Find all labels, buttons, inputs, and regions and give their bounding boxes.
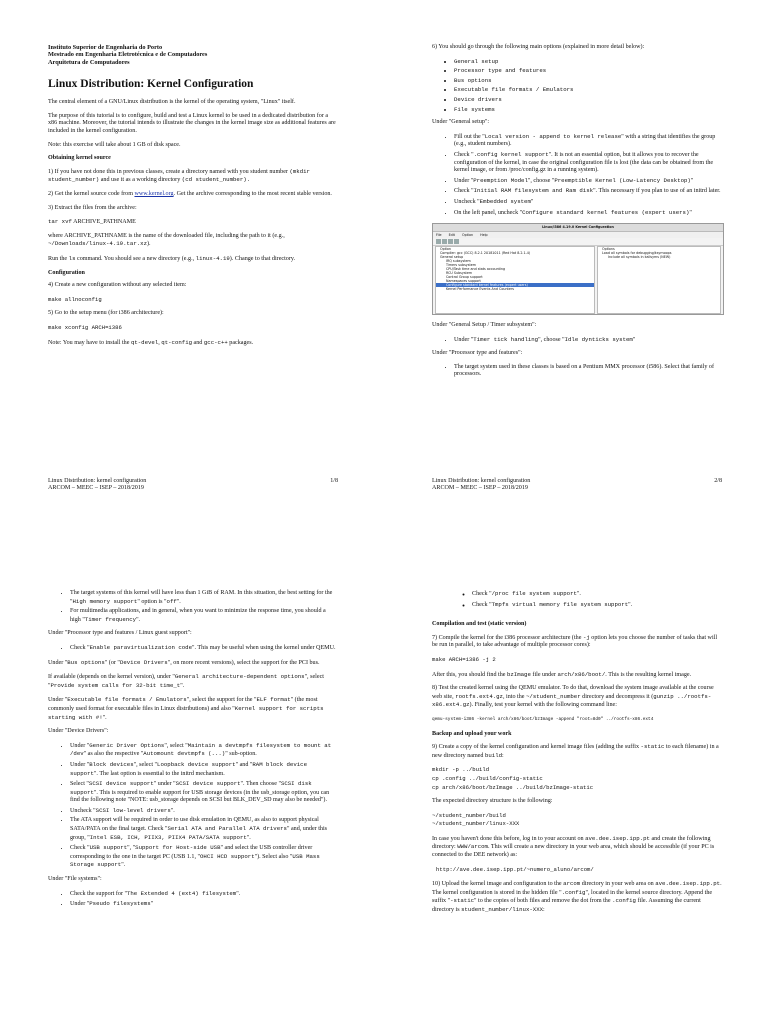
section-heading: Compilation and test (static version) [432, 621, 527, 628]
paragraph: 4) Create a new configuration without any selected item: [48, 282, 187, 289]
page-3 [0, 512, 384, 1024]
tree-row[interactable]: CPU/Task time and stats accounting [446, 267, 506, 272]
back-icon[interactable] [436, 239, 441, 244]
option-row[interactable]: Include all symbols in kallsyms (NEW) [608, 255, 671, 260]
command-line: tar xvf ARCHIVE_PATHNAME [48, 218, 136, 226]
tree-row[interactable]: Namespaces support [446, 279, 481, 284]
code-block: make ARCH=i386 -j 2 [432, 655, 496, 663]
list-item: • Under "Pseudo filesystems" [70, 900, 338, 909]
list-item: • Under "Timer tick handling", choose "Idle dynticks system" [454, 336, 722, 345]
page-4 [384, 512, 768, 1024]
web-area-url: http://ave.dee.isep.ipp.pt/~numero_aluno/arcom/ [436, 865, 594, 873]
menu-item-file[interactable]: File [436, 233, 442, 238]
load-icon[interactable] [442, 239, 447, 244]
list-item: • On the left panel, uncheck "Configure standard kernel features (expert users)" [454, 209, 722, 218]
save-icon[interactable] [448, 239, 453, 244]
tree-row[interactable]: Compiler: gcc (GCC) 8.2.1 20181011 (Red Hat 8.2.1-4) [440, 251, 531, 256]
institution-line: Instituto Superior de Engenharia do Porto [48, 44, 163, 51]
list-item: • Device drivers [454, 96, 722, 104]
toolbar [433, 238, 723, 246]
list-item: • The target system used in these classes is based on a Pentium MMX processor (i586). Select that family of processors. [454, 364, 722, 379]
list-item: • For multimedia applications, and in general, when you want to minimize the response time, you should a high "Timer frequency". [70, 608, 338, 624]
tree-row[interactable]: Kernel Performance Events And Counters [446, 287, 514, 292]
institution-line: Arquitetura de Computadores [48, 58, 130, 66]
menu-item-edit[interactable]: Edit [448, 233, 455, 238]
paragraph: 3) Extract the files from the archive: [48, 204, 137, 211]
filesystems-list [48, 890, 338, 909]
paragraph: Under "Executable file formats / Emulators", select the support for the "ELF format" (the most commonly used format for executable files in Linux distributions) and also "Kernel support for scripts starting with #!". [48, 696, 324, 721]
document-title: Linux Distribution: Kernel Configuration [48, 78, 254, 91]
list-item: ◦ Check "Tmpfs virtual memory file system support". [472, 601, 722, 610]
guest-list [48, 644, 338, 653]
tree-row-selected[interactable]: Configure standard kernel features (expert users) [436, 283, 594, 287]
paragraph: 9) Create a copy of the kernel configuration and kernel image files (adding the suffix -static to each filename) in a new directory named build: [432, 743, 719, 759]
general-setup-list [432, 133, 722, 217]
code-line: mkdir -p ../build [432, 766, 490, 774]
section-heading: Obtaining kernel source [48, 155, 111, 162]
list-item: • General setup [454, 58, 722, 66]
paragraph: If available (depends on the kernel version), under "General architecture-dependent options", select "Provide system calls for 32-bit time_t". [48, 673, 324, 689]
section-heading: Configuration [48, 269, 85, 276]
pseudo-fs-list [432, 590, 722, 609]
list-item: • Uncheck "Embedded system" [454, 198, 722, 207]
list-item: • Check "Initial RAM filesystem and Ram disk". This necessary if you plan to use of an initrd later. [454, 187, 722, 196]
processor-list [432, 364, 722, 379]
paragraph: 1) If you have not done this in previous classes, create a directory named with you student number (mkdir student_number) and use it as a working directory (cd student_number). [48, 167, 310, 184]
list-item: • Under "Generic Driver Options", select "Maintain a devtmpfs filesystem to mount at /dev" as also the respective "Automount devtmpfs (...)" sub-option. [70, 742, 338, 759]
paragraph: 5) Go to the setup menu (for i386 architecture): [48, 310, 164, 317]
paragraph: Note: You may have to install the qt-devel, qt-config and gcc-c++ packages. [48, 338, 254, 346]
paragraph: The expected directory structure is the following: [432, 798, 553, 805]
code-line: cp arch/x86/boot/bzImage ../build/bzImage-static [432, 783, 594, 791]
list-item: • Executable file formats / Emulators [454, 86, 722, 94]
code-line: cp .config ../build/config-static [432, 774, 543, 782]
code-block: make allnoconfig [48, 295, 102, 303]
list-item: • The target systems of this kernel will have less than 1 GiB of RAM. In this situation, the best setting for the "High memory support" option is "off". [70, 590, 338, 606]
paragraph: Under "Processor type and features / Linux guest support": [48, 630, 192, 637]
paragraph: The central element of a GNU/Linux distribution is the kernel of the operating system, "Linux" itself. [48, 99, 296, 106]
option-detail-panel[interactable]: Options Load all symbols for debugging/ksymoops Include all symbols in kallsyms (NEW) [597, 246, 721, 314]
view-icon[interactable] [454, 239, 459, 244]
paragraph: where ARCHIVE_PATHNAME is the name of the downloaded file, including the path to it (e.g., ~/Downloads/linux-4.19.tar.xz). [48, 232, 285, 248]
tree-row[interactable]: Control Group support [446, 275, 483, 280]
paragraph: 10) Upload the kernel image and configuration to the arcom directory in your web area on ave.dee.isep.ipp.pt. The kernel configuration is stored in the hidden file ".config", located in the kernel source directory. Append the suffix "-static" to the copies of both files and remove the dot from the .config file. Assuming the current directory is student_number/linux-XXX: [432, 880, 722, 914]
paragraph: After this, you should find the bzImage file under arch/x86/boot/. This is the resulting kernel image. [432, 670, 692, 678]
institution-line: Mestrado em Engenharia Eletrotécnica e de Computadores [48, 51, 208, 59]
page-1 [0, 0, 384, 512]
list-item: • Check "USB support", "Support for Host-side USB" and select the USB controller driver corresponding to the one in the target PC (USB 1.1, "OHCI HCD support"). Select also "USB Mass Storage support". [70, 844, 338, 870]
xconfig-screenshot [432, 223, 724, 315]
page-number: 1/8 [330, 478, 338, 484]
window-title: Linux/i386 4.19.0 Kernel Configuration [433, 224, 723, 232]
list-item: • Select "SCSI device support" under "SCSI device support". Then choose "SCSI disk support". This is required to enable support for USB storage devices (in the usb_storage option, you can find the following note "NOTE: usb_storage depends on SCSI but BLK_DEV_SD may also be needed"). [70, 780, 338, 805]
paragraph: In case you haven't done this before, log in to your account on ave.dee.isep.ipp.pt and create the following directory: WWW/arcom. This will create a new directory in your web area, which should be accessible (if your PC is connected to the DEE network) as: [432, 834, 715, 859]
paragraph: Under "File systems": [48, 876, 102, 883]
paragraph: Under "Bus options" (or "Device Drivers", on more recent versions), select the support for the PCI bus. [48, 658, 320, 666]
paragraph: 8) Test the created kernel using the QEMU emulator. To do that, download the system image available at the course web site, rootfs.ext4.gz, into the ~/student_number directory and decompress it (gunzip ../rootfs-x86.ext4.gz). Finally, test your kernel with the following command line: [432, 685, 714, 709]
paragraph: 2) Get the kernel source code from www.kernel.org. Get the archive corresponding to the most recent stable version. [48, 190, 332, 197]
paragraph: Note: this exercise will take about 1 GB of disk space. [48, 141, 181, 148]
paragraph: 7) Compile the kernel for the i386 processor architecture (the -j option lets you choose the number of tasks that will be run in parallel, to take advantage of multiple processor cores): [432, 633, 718, 649]
tree-row[interactable]: General setup [440, 255, 464, 260]
page-footer: Linux Distribution: kernel configuration ARCOM – MEEC – ISEP – 2018/2019 1/8 [48, 478, 338, 492]
page-2 [384, 0, 768, 512]
option-row[interactable]: Load all symbols for debugging/ksymoops [602, 251, 672, 256]
tree-row[interactable]: IRQ subsystem [446, 259, 471, 264]
code-line: ~/student_number/linux-XXX [432, 820, 520, 828]
page-footer: Linux Distribution: kernel configuration ARCOM – MEEC – ISEP – 2018/2019 2/8 [432, 478, 722, 492]
memory-list [48, 590, 338, 624]
list-item: • Fill out the "Local version - append to kernel release" with a string that identifies the group (e.g., student numbers). [454, 133, 722, 149]
section-heading: Backup and upload your work [432, 730, 512, 737]
list-item: • Processor type and features [454, 67, 722, 75]
menu-item-option[interactable]: Option [462, 233, 474, 238]
option-tree-panel[interactable]: Option Compiler: gcc (GCC) 8.2.1 20181011 (Red Hat 8.2.1-4) General setup IRQ subsystem Timers subsystem CPU/Task time and stats accounting RCU Subsystem Control Group support Namespaces support Configure standard kernel features (expert users) Kernel Performance Events And Counters [435, 246, 595, 314]
list-item: • Under "Preemption Model", choose "Preemptible Kernel (Low-Latency Desktop)" [454, 177, 722, 186]
kernel-org-link[interactable]: www.kernel.org [134, 190, 174, 197]
list-item: • Uncheck "SCSI low-level drivers". [70, 807, 338, 816]
list-item: • Check the support for "The Extended 4 (ext4) filesystem". [70, 890, 338, 899]
list-item: • Bus options [454, 77, 722, 85]
paragraph: Under "General Setup / Timer subsystem": [432, 322, 537, 329]
code-line: ~/student_number/build [432, 811, 506, 819]
main-options-list [432, 58, 722, 114]
list-item: • Under "Block devices", select "Loopback device support" and "RAM block device support". The last option is essential to the initrd mechanism. [70, 761, 338, 778]
paragraph: Run the ls command. You should see a new directory (e.g., linux-4.19). Change to that directory. [48, 254, 296, 262]
paragraph: 6) You should go through the following main options (explained in more detail below): [432, 44, 645, 50]
tree-row[interactable]: RCU Subsystem [446, 271, 473, 276]
device-drivers-list [48, 742, 338, 870]
code-block: make xconfig ARCH=i386 [48, 323, 122, 331]
list-item: • Check ".config kernel support". It is not an essential option, but it allows you to recover the configuration of the kernel, in case the original configuration file is lost (the data can be obtained from the kernel image, or from /proc/config.gz in a running system). [454, 151, 722, 175]
list-item: • File systems [454, 106, 722, 114]
paragraph: Under "Processor type and features": [432, 350, 523, 357]
page-number: 2/8 [714, 478, 722, 484]
list-item: ◦ Check "/proc file system support". [472, 590, 722, 599]
paragraph: Under "Device Drivers": [48, 728, 109, 735]
menu-item-help[interactable]: Help [480, 233, 488, 238]
code-block: qemu-system-i386 -kernel arch/x86/boot/bzImage -append "root=8d0" ../rootfs-x86.ext4 [432, 716, 654, 722]
tree-row[interactable]: Timers subsystem [446, 263, 477, 268]
paragraph: Under "General setup": [432, 119, 490, 126]
list-item: • Check "Enable paravirtualization code". This may be useful when using the kernel under QEMU. [70, 644, 338, 653]
timer-list [432, 336, 722, 345]
list-item: • The ATA support will be required in order to use disk emulation in QEMU, as also to support physical SATA/PATA on the final target. Check "Serial ATA and Parallel ATA drivers" and, under this group, "Intel ESB, ICH, PIIX3, PIIX4 PATA/SATA support". [70, 817, 338, 842]
paragraph: The purpose of this tutorial is to configure, build and test a Linux kernel to be used in a dedicated distribution for a x86 machine. Moreover, the tutorial intends to illustrate the changes in the kernel image size as additional features are included in the kernel configuration. [48, 112, 336, 134]
